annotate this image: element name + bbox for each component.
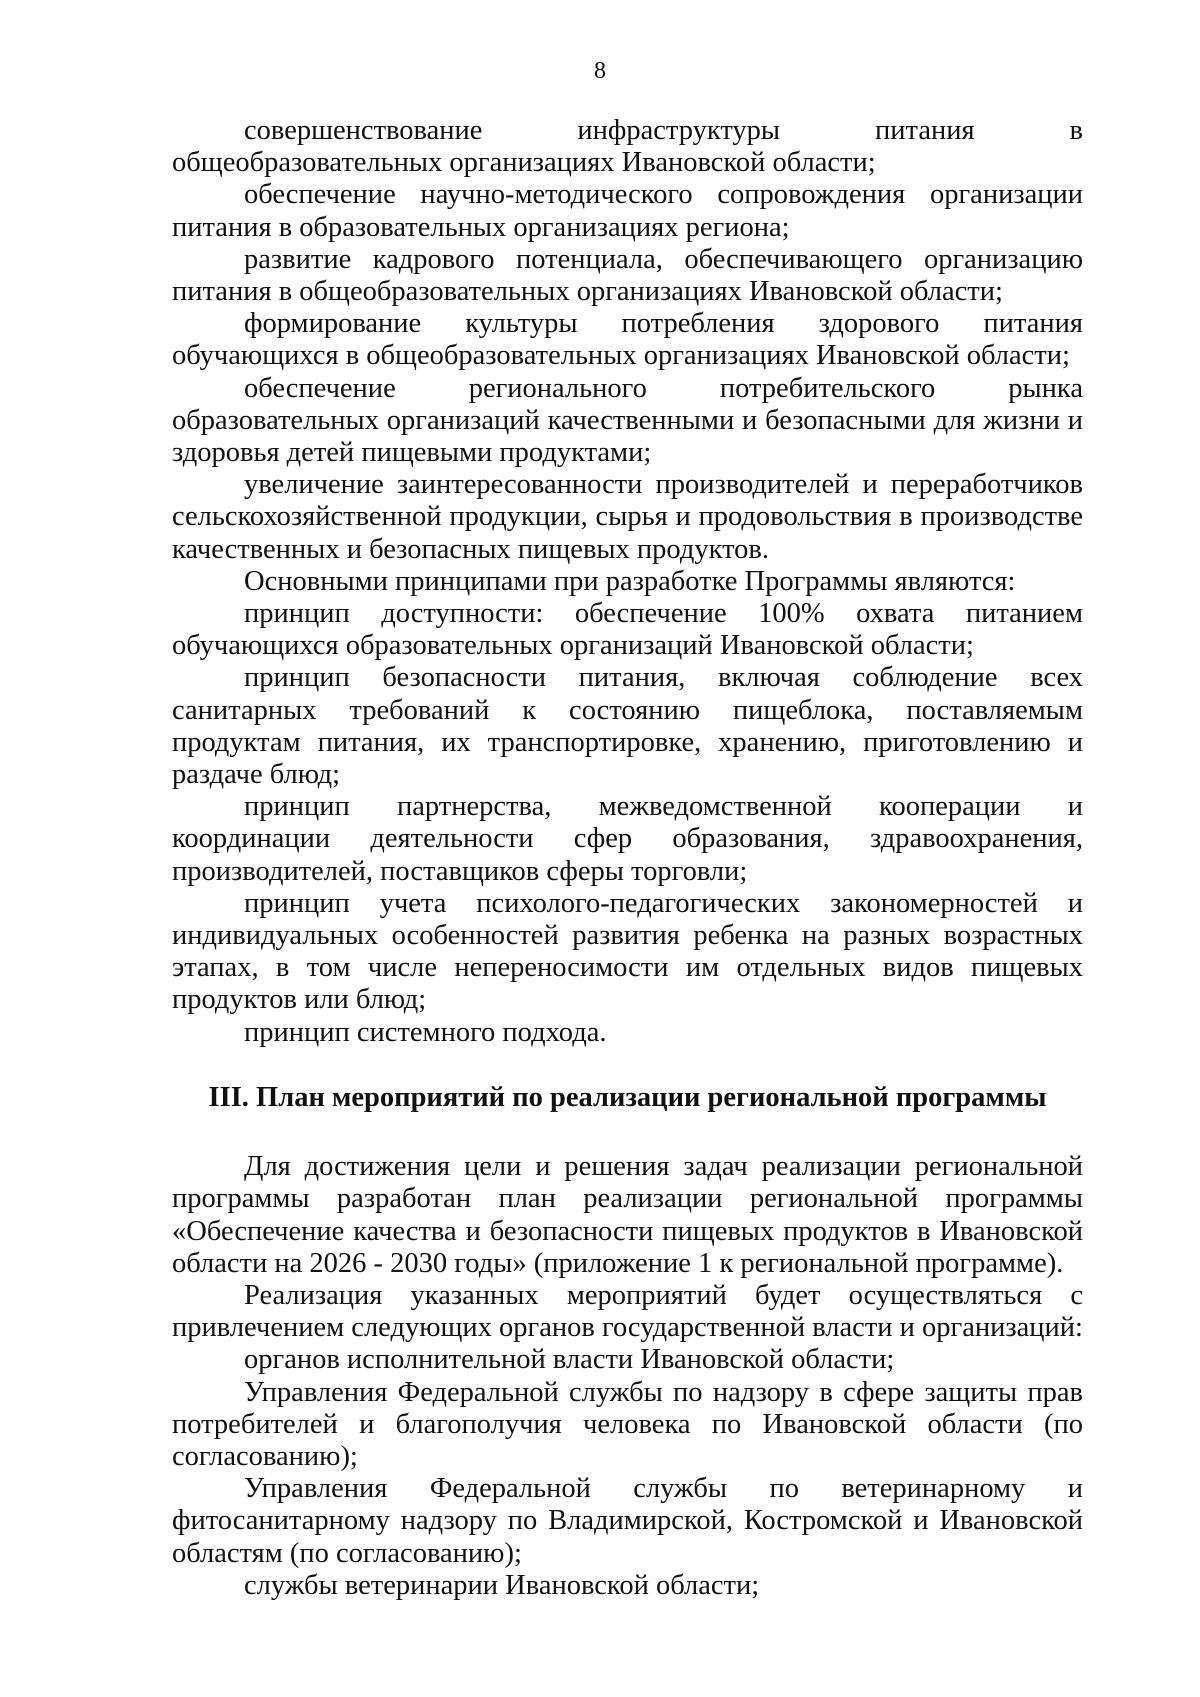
list-item-executive-bodies: органов исполнительной власти Ивановской области;	[244, 1344, 895, 1376]
paragraph-implementation: Реализация указанных мероприятий будет осуществляться с привлечением следующих органов государственной власти и организаций:	[172, 1279, 1083, 1344]
list-item-veterinary-service: службы ветеринарии Ивановской области;	[244, 1569, 760, 1601]
paragraph-personnel: развитие кадрового потенциала, обеспечивающего организацию питания в общеобразовательных организациях Ивановской области;	[172, 243, 1083, 308]
paragraph-infrastructure: совершенствование инфраструктуры питания в общеобразовательных организациях Ивановской области;	[172, 115, 1083, 179]
document-body	[172, 115, 1083, 1602]
list-item-rosselkhoznadzor: Управления Федеральной службы по ветеринарному и фитосанитарному надзору по Владимирской, Костромской и Ивановской областям (по согласованию);	[172, 1473, 1083, 1569]
paragraph-principle-partnership: принцип партнерства, межведомственной кооперации и координации деятельности сфер образования, здравоохранения, производителей, поставщиков сферы торговли;	[172, 791, 1083, 887]
paragraph-consumer-market: обеспечение регионального потребительского рынка образовательных организаций качественными и безопасными для жизни и здоровья детей пищевыми продуктами;	[172, 372, 1083, 469]
paragraph-principle-individual-features: принцип учета психолого-педагогических закономерностей и индивидуальных особенностей развития ребенка на разных возрастных этапах, в том числе непереносимости им отдельных видов пищевых продуктов или блюд;	[172, 887, 1083, 1016]
paragraph-principle-safety: принцип безопасности питания, включая соблюдение всех санитарных требований к состоянию пищеблока, поставляемым продуктам питания, их транспортировке, хранению, приготовлению и раздаче блюд;	[172, 662, 1083, 791]
section-heading: III. План мероприятий по реализации региональной программы	[208, 1081, 1047, 1113]
paragraph-principle-systemic: принцип системного подхода.	[244, 1016, 607, 1048]
list-item-rospotrebnadzor: Управления Федеральной службы по надзору в сфере защиты прав потребителей и благополучия человека по Ивановской области (по согласованию);	[172, 1376, 1083, 1472]
paragraph-principle-accessibility: принцип доступности: обеспечение 100% охвата питанием обучающихся образовательных организаций Ивановской области;	[172, 598, 1083, 662]
paragraph-healthy-eating-culture: формирование культуры потребления здорового питания обучающихся в общеобразовательных организациях Ивановской области;	[172, 308, 1083, 372]
paragraph-principles-intro: Основными принципами при разработке Программы являются:	[244, 565, 1016, 597]
paragraph-producer-interest: увеличение заинтересованности производителей и переработчиков сельскохозяйственной продукции, сырья и продовольствия в производстве качественных и безопасных пищевых продуктов.	[172, 469, 1083, 565]
paragraph-methodical-support: обеспечение научно-методического сопровождения организации питания в образовательных организациях региона;	[172, 179, 1083, 243]
page-number: 8	[594, 58, 606, 84]
paragraph-plan: Для достижения цели и решения задач реализации региональной программы разработан план реализации региональной программы «Обеспечение качества и безопасности пищевых продуктов в Ивановской области на 2026 - 2030 годы» (приложение 1 к региональной программе).	[172, 1151, 1083, 1279]
